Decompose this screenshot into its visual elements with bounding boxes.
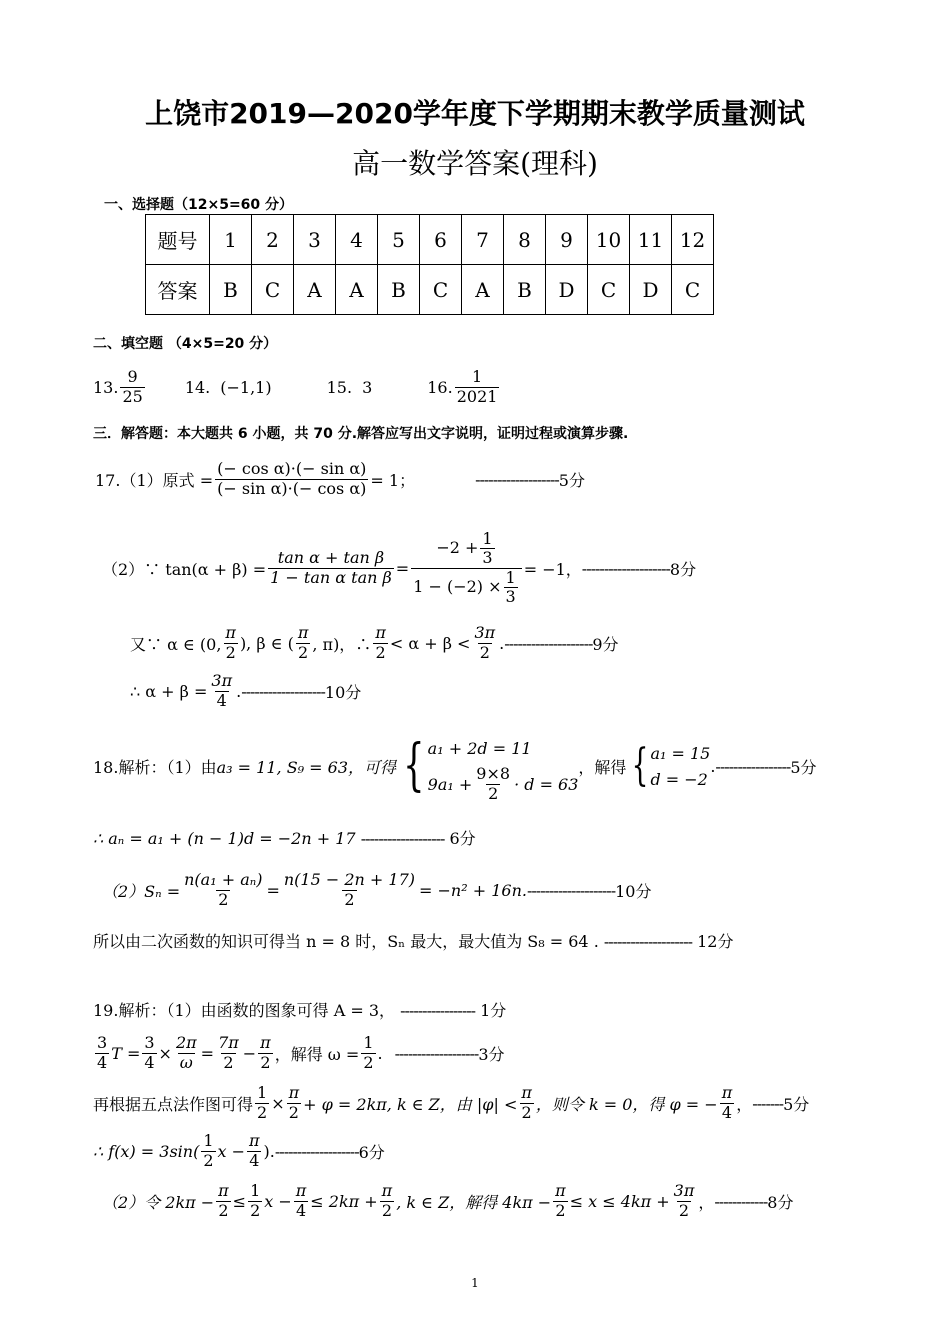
dash-leader: -------------------: [274, 1141, 359, 1161]
score-mark: 9分: [592, 634, 619, 654]
score-mark: 5分: [783, 1094, 810, 1114]
score-mark: 12分: [697, 932, 734, 951]
table-row: [146, 265, 714, 315]
dash-leader: --------------------: [603, 932, 692, 951]
score-mark: 1分: [480, 1001, 507, 1020]
score-mark: 3分: [478, 1044, 505, 1064]
table-row: [146, 215, 714, 265]
answer-cell: D: [630, 265, 672, 315]
score-mark: 5分: [790, 757, 817, 777]
score-mark: 6分: [358, 1142, 385, 1162]
q19-part2: 3 4 T = $\frac{3}{4}$ × $\frac{2\pi}{\omega}$ = $\frac{7\pi}{2}$ − $\frac{\pi}{2}$ ，解得 ω = $\frac{1}{2}$ . ------------------- 3分: [97, 1033, 505, 1072]
answer-cell: D: [546, 265, 588, 315]
dash-leader: --------------------: [581, 558, 670, 578]
q19-part1: 19.解析：（1）由函数的图象可得 A = 3， ----------------- 1分: [93, 1001, 507, 1020]
q14-value: (−1,1): [220, 377, 272, 397]
q19-part5: （2）令 2kπ − $\frac{\pi}{2}$ ≤ $\frac{1}{2}$ x − $\frac{\pi}{4}$ ≤ 2kπ + $\frac{\pi}{2}$ , k ∈ Z，解得 4kπ − $\frac{\pi}{2}$ ≤ x ≤ 4kπ + $\frac{3\pi}{2}$ ， ------------ 8分: [102, 1181, 794, 1220]
question-number: 8: [504, 215, 546, 265]
dash-leader: --------------------: [526, 880, 616, 900]
score-mark: 5分: [558, 470, 585, 490]
q17-p2-result: = −1，: [523, 559, 582, 579]
page-number: 1: [471, 1276, 479, 1290]
page-subtitle: 高一数学答案(理科): [352, 147, 598, 180]
q15-label: 15.: [326, 377, 353, 397]
section-heading-solve: 三．解答题：本大题共 6 小题，共 70 分.解答应写出文字说明，证明过程或演算步骤.: [93, 426, 629, 442]
dash-leader: -------------------: [241, 681, 325, 701]
question-number: 11: [630, 215, 672, 265]
question-number: 1: [210, 215, 252, 265]
question-number: 7: [462, 215, 504, 265]
q17-p2-label: （2）∵ tan(α + β) =: [102, 559, 267, 579]
section-heading-fill: 二、填空题 （4×5=20 分）: [93, 336, 278, 352]
dash-leader: -------------------: [475, 469, 559, 489]
q14-label: 14.: [184, 377, 211, 397]
q17-p2-fraction: $\frac{\text{tan α + tan β}}{\text{1 − tan α tan β}}$: [270, 548, 392, 587]
section-heading-choice: 一、选择题（12×5=60 分）: [104, 197, 294, 213]
dash-leader: ------------: [714, 1191, 768, 1211]
score-mark: 10分: [615, 881, 652, 901]
dash-leader: -------: [752, 1093, 784, 1113]
score-mark: 10分: [324, 682, 362, 702]
q18-part4: 所以由二次函数的知识可得当 n = 8 时，Sₙ 最大，最大值为 S₈ = 64 . -------------------- 12分: [93, 932, 734, 951]
score-mark: 6分: [449, 829, 476, 848]
answer-cell: B: [210, 265, 252, 315]
equation-solution: a₁ = 15 d = −2: [650, 743, 711, 789]
answer-cell: C: [252, 265, 294, 315]
q17-part1: [95, 455, 585, 503]
answer-cell: A: [462, 265, 504, 315]
page-title: 上饶市2019—2020学年度下学期期末教学质量测试: [145, 97, 805, 130]
question-number: 10: [588, 215, 630, 265]
dash-leader: -----------------: [715, 756, 791, 776]
question-number: 4: [336, 215, 378, 265]
q17-part2: （2）∵ tan(α + β) = $\frac{\text{tan α + tan β}}{\text{1 − tan α tan β}}$ = −2 + $\frac{1}{3}$ 1 − (−2) × $\frac{1}{3}$ = −1， -------------------- 8分: [102, 528, 697, 606]
q15-value: 3: [362, 377, 373, 397]
answer-table: [145, 214, 714, 315]
q13-label: 13.: [93, 377, 119, 397]
q18-part1: 18.解析：（1）由 a₃ = 11, S₉ = 63，可得 { a₁ + 2d = 11 9a₁ + $\frac{9\times 8}{2}$ · d = 63 ，解得 { a₁ = 15 d = −2 . ----------------- 5分: [93, 728, 817, 804]
answer-cell: A: [294, 265, 336, 315]
table-header-cell: 答案: [146, 265, 210, 315]
answer-cell: C: [672, 265, 714, 315]
score-mark: 8分: [767, 1192, 794, 1212]
equation-system: a₁ + 2d = 11 9a₁ + $\frac{9\times 8}{2}$ · d = 63: [427, 738, 579, 803]
score-mark: 8分: [669, 559, 697, 579]
question-number: 2: [252, 215, 294, 265]
answer-cell: A: [336, 265, 378, 315]
answer-cell: C: [420, 265, 462, 315]
q16-fraction: 1 2021: [456, 367, 498, 406]
question-number: 3: [294, 215, 336, 265]
fill-answers: [93, 362, 501, 412]
question-number: 12: [672, 215, 714, 265]
q17-part3: 又∵ α ∈ (0, π 2 ), β ∈ ( π 2 , π)，∴ π 2 < α + β < 3π 2 . -------------------- 9分: [130, 623, 619, 662]
answer-cell: C: [588, 265, 630, 315]
dash-leader: -------------------: [394, 1043, 479, 1063]
q17-p2-fraction-numeric: −2 + $\frac{1}{3}$ 1 − (−2) × $\frac{1}{3}$: [411, 530, 522, 607]
question-number: 5: [378, 215, 420, 265]
question-number: 6: [420, 215, 462, 265]
q17-part4: ∴ α + β = $\frac{3\pi}{4}$ . ------------------- 10分: [130, 671, 362, 710]
q18-part3: （2）Sₙ = $\frac{\text{n(a₁ + aₙ)}}{2}$ = $\frac{n(15 - 2n + 17)}{2}$ = −n² + 16n. -------------------- 10分: [102, 870, 652, 909]
q18-part2: ∴ aₙ = a₁ + (n − 1)d = −2n + 17 ------------------- 6分: [93, 829, 476, 848]
question-number: 9: [546, 215, 588, 265]
table-header-cell: 题号: [146, 215, 210, 265]
q19-part3: 再根据五点法作图可得 $\frac{1}{2}$ × $\frac{\pi}{2}$ + φ = 2kπ, k ∈ Z，由 |φ| < π 2 ，则令 k = 0，得 φ = − $\frac{\pi}{4}$ ， ------- 5分: [93, 1083, 810, 1122]
q16-label: 16.: [427, 377, 453, 397]
q13-fraction: 9 25: [122, 367, 143, 406]
q17-p1-label: 17.（1）原式 =: [95, 470, 214, 490]
q19-part4: ∴ f(x) = 3sin( 1 2 x − $\frac{\pi}{4}$ ). ------------------- 6分: [93, 1131, 385, 1170]
dash-leader: --------------------: [504, 633, 593, 653]
answer-cell: B: [378, 265, 420, 315]
q17-p1-fraction: $\frac{\text{(− cos α)·(− sin α)}}{\text{(− sin α)·(− cos α)}}$: [217, 459, 367, 498]
q17-p1-result: = 1；: [370, 470, 416, 490]
dash-leader: -------------------: [360, 829, 445, 848]
answer-cell: B: [504, 265, 546, 315]
dash-leader: -----------------: [400, 1001, 476, 1020]
